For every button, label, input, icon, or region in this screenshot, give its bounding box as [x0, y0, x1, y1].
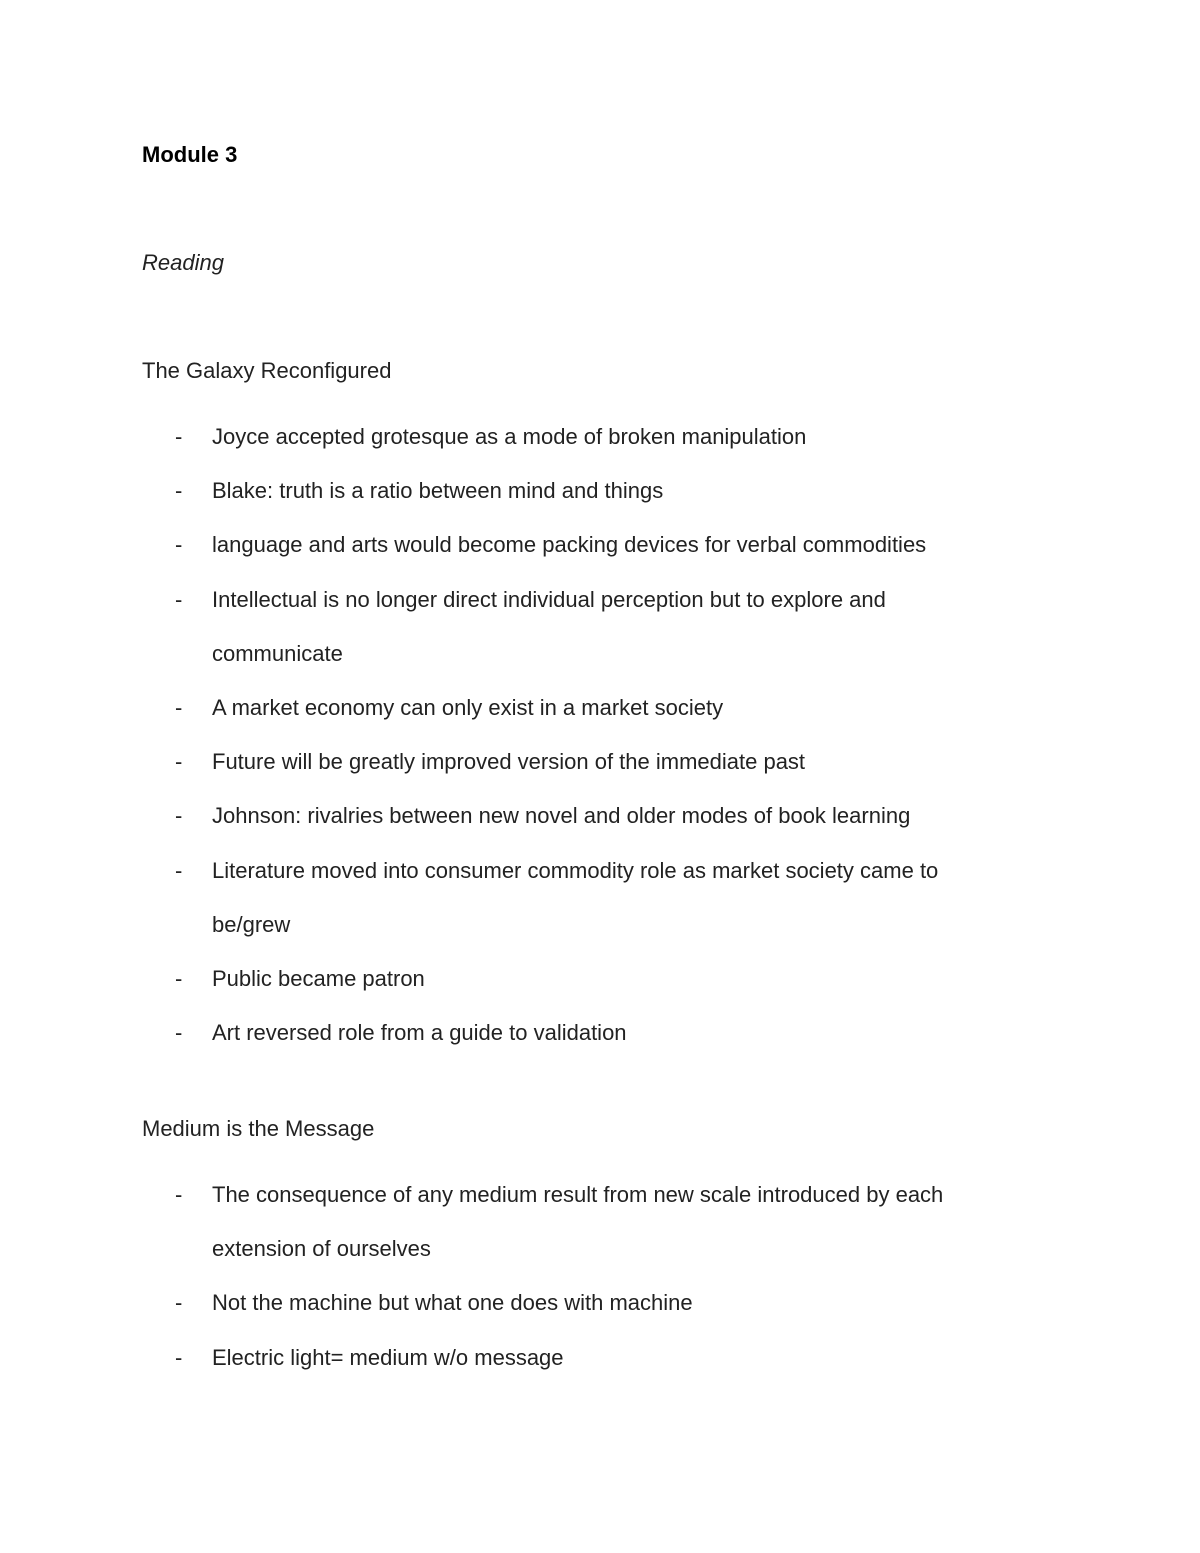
list-item: [0, 789, 1002, 843]
medium-is-the-message-list: [0, 1168, 1200, 1385]
list-item-text: Electric light= medium w/o message: [212, 1344, 564, 1370]
list-item: [0, 1276, 1002, 1330]
bullet-dash: -: [175, 1344, 183, 1370]
bullet-dash: -: [175, 532, 183, 558]
list-item: [0, 573, 1002, 681]
list-item: [0, 410, 1002, 464]
list-item: [0, 735, 1002, 789]
list-item-text: Johnson: rivalries between new novel and older modes of book learning: [212, 803, 911, 829]
list-item-text: Joyce accepted grotesque as a mode of broken manipulation: [212, 424, 807, 449]
list-item-text: language and arts would become packing devices for verbal commodities: [212, 532, 927, 558]
list-item: [0, 518, 1002, 572]
bullet-dash: -: [175, 749, 183, 775]
list-item-text: Not the machine but what one does with machine: [212, 1290, 693, 1316]
list-item: [0, 1168, 1002, 1276]
list-item-text: Art reversed role from a guide to validation: [212, 1020, 627, 1046]
bullet-dash: -: [175, 478, 183, 504]
list-item-text: Blake: truth is a ratio between mind and things: [212, 478, 664, 504]
list-item-text: A market economy can only exist in a market society: [212, 695, 724, 721]
list-item-text: Intellectual is no longer direct individual perception but to explore and communicate: [212, 586, 886, 666]
section-heading-medium-is-the-message: Medium is the Message: [142, 1116, 375, 1141]
list-item: [0, 1331, 1002, 1385]
bullet-dash: -: [175, 695, 183, 721]
list-item: [0, 952, 1002, 1006]
list-item-text: The consequence of any medium result from new scale introduced by each extension of ourselves: [212, 1182, 944, 1262]
list-item-text: Literature moved into consumer commodity role as market society came to be/grew: [212, 857, 939, 937]
bullet-dash: -: [175, 424, 183, 449]
bullet-dash: -: [175, 966, 183, 992]
list-item: [0, 1006, 1002, 1060]
list-item: [0, 681, 1002, 735]
bullet-dash: -: [175, 1020, 183, 1046]
bullet-dash: -: [175, 1182, 183, 1207]
reading-subheading: Reading: [142, 250, 224, 275]
bullet-dash: -: [175, 586, 183, 612]
bullet-dash: -: [175, 1290, 183, 1316]
page-title: Module 3: [142, 142, 238, 167]
list-item-text: Future will be greatly improved version of the immediate past: [212, 749, 806, 775]
galaxy-reconfigured-list: [0, 410, 1200, 1060]
list-item: [0, 464, 1002, 518]
section-heading-galaxy-reconfigured: The Galaxy Reconfigured: [142, 358, 392, 383]
bullet-dash: -: [175, 857, 183, 883]
list-item-text: Public became patron: [212, 966, 425, 992]
list-item: [0, 844, 1002, 952]
bullet-dash: -: [175, 803, 183, 829]
